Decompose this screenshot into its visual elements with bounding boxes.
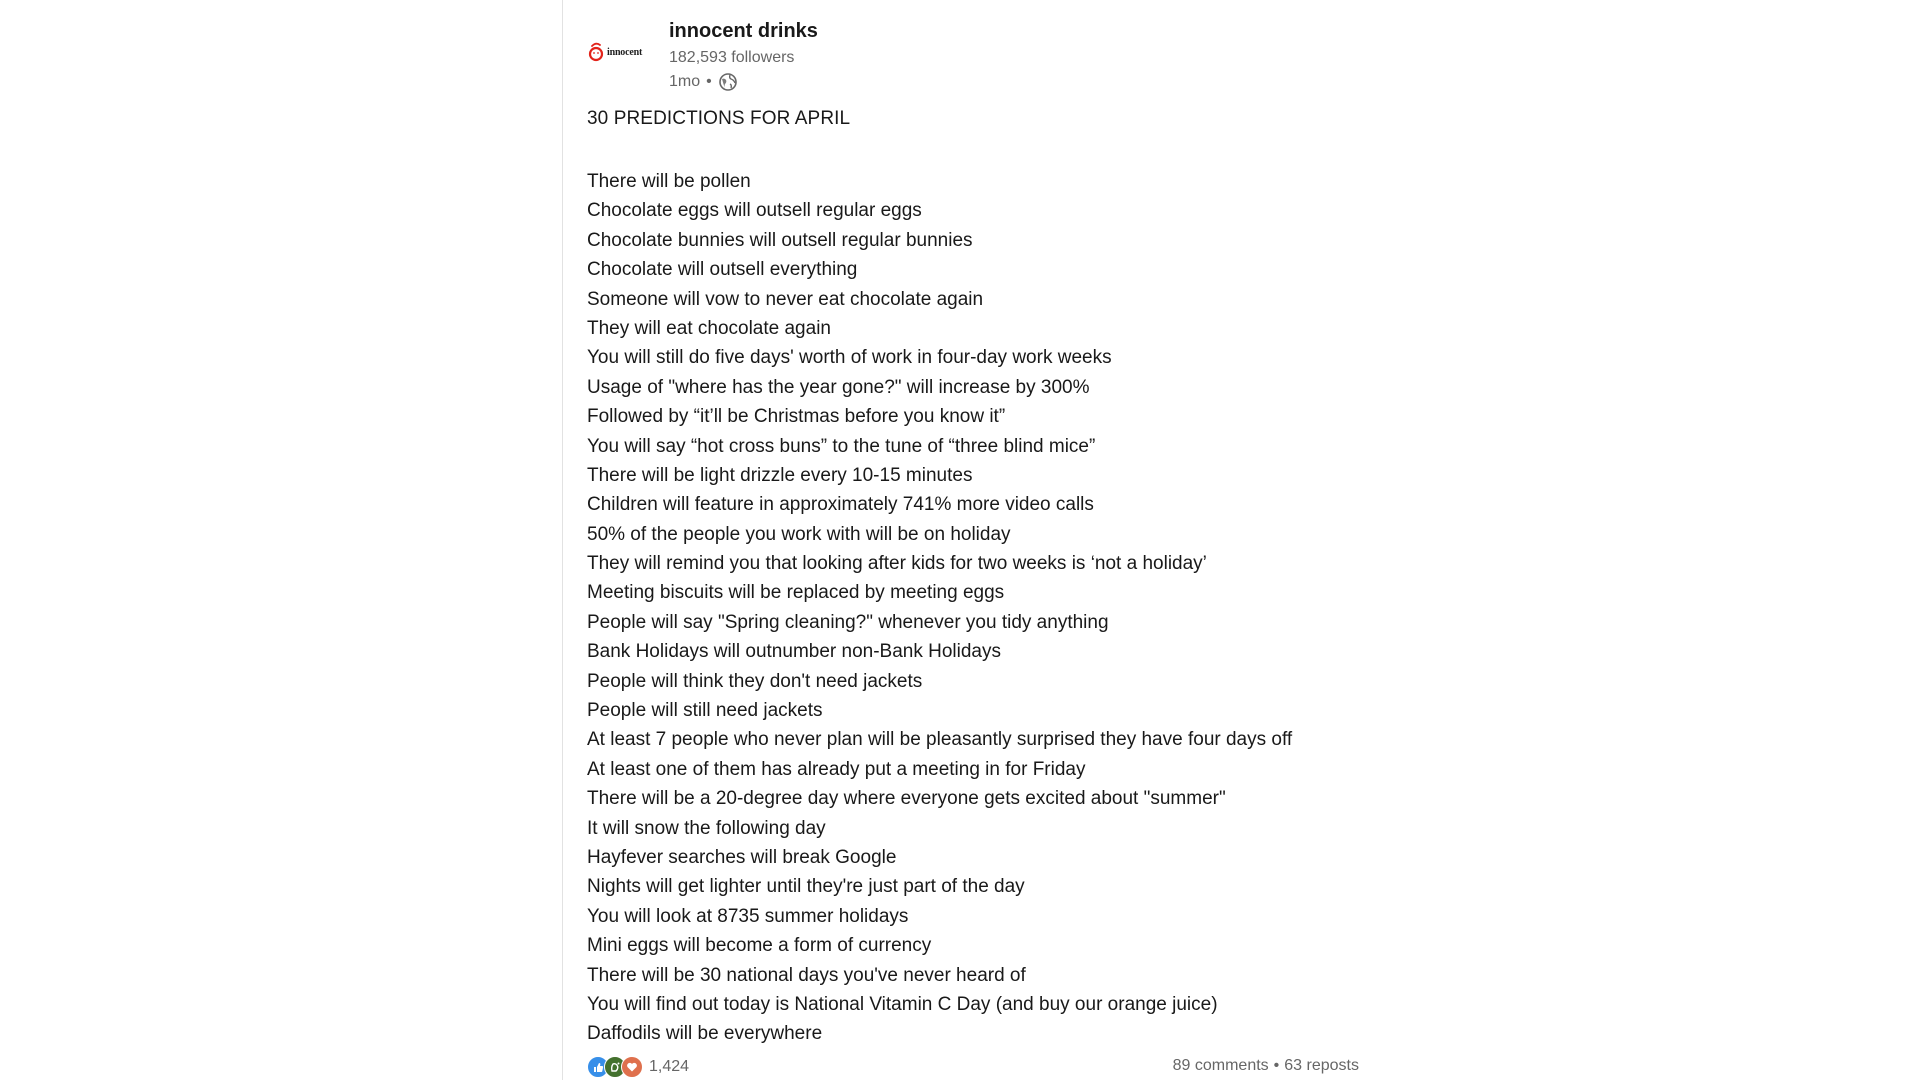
prediction-line: Children will feature in approximately 741% more video calls — [587, 494, 1094, 516]
predictions-list — [587, 167, 1292, 1049]
prediction-line: Followed by “it’ll be Christmas before you know it” — [587, 406, 1006, 428]
love-icon — [621, 1056, 643, 1078]
prediction-line: Usage of "where has the year gone?" will increase by 300% — [587, 376, 1090, 398]
globe-icon — [718, 72, 738, 92]
prediction-line: There will be a 20-degree day where everyone gets excited about "summer" — [587, 788, 1226, 810]
reaction-count: 1,424 — [649, 1058, 690, 1075]
feed-post — [563, 0, 1363, 1080]
social-counts — [587, 1055, 1359, 1079]
prediction-line: They will eat chocolate again — [587, 317, 831, 339]
prediction-line: Chocolate will outsell everything — [587, 259, 858, 281]
prediction-line: Hayfever searches will break Google — [587, 846, 897, 868]
reactions-summary[interactable] — [587, 1055, 689, 1079]
prediction-line: Meeting biscuits will be replaced by meeting eggs — [587, 582, 1005, 604]
prediction-line: There will be pollen — [587, 171, 751, 192]
engagement-stats — [1173, 1057, 1359, 1075]
prediction-line: Nights will get lighter until they're just part of the day — [587, 876, 1025, 898]
prediction-line: You will still do five days' worth of work in four-day work weeks — [587, 347, 1112, 369]
company-logo[interactable] — [587, 38, 649, 66]
meta-separator: • — [706, 73, 712, 90]
prediction-line: People will say "Spring cleaning?" whenever you tidy anything — [587, 611, 1109, 633]
prediction-line: Chocolate bunnies will outsell regular bunnies — [587, 229, 973, 251]
prediction-line: At least 7 people who never plan will be pleasantly surprised they have four days off — [587, 729, 1293, 751]
prediction-line: Mini eggs will become a form of currency — [587, 935, 932, 957]
prediction-line: People will still need jackets — [587, 700, 823, 722]
reposts-count[interactable]: 63 reposts — [1284, 1057, 1359, 1074]
follower-count: 182,593 followers — [669, 49, 795, 66]
prediction-line: You will look at 8735 summer holidays — [587, 905, 909, 927]
prediction-line: At least one of them has already put a meeting in for Friday — [587, 758, 1086, 780]
comments-count[interactable]: 89 comments — [1172, 1057, 1269, 1074]
prediction-line: There will be 30 national days you've never heard of — [587, 964, 1026, 986]
logo-wordmark: innocent — [607, 46, 643, 58]
prediction-line: Daffodils will be everywhere — [587, 1023, 823, 1045]
prediction-line: You will find out today is National Vitamin C Day (and buy our orange juice) — [587, 993, 1218, 1015]
prediction-line: Someone will vow to never eat chocolate again — [587, 288, 984, 310]
innocent-logo-icon — [587, 41, 605, 63]
prediction-line: Bank Holidays will outnumber non-Bank Holidays — [587, 641, 1001, 663]
prediction-line: There will be light drizzle every 10-15 minutes — [587, 464, 973, 486]
post-header — [587, 18, 1347, 96]
author-name[interactable]: innocent drinks — [669, 20, 818, 42]
prediction-line: They will remind you that looking after kids for two weeks is ‘not a holiday’ — [587, 553, 1207, 575]
prediction-line: It will snow the following day — [587, 817, 826, 839]
engagement-separator: • — [1273, 1057, 1280, 1074]
prediction-line: You will say “hot cross buns” to the tune of “three blind mice” — [587, 435, 1096, 457]
post-meta — [669, 72, 738, 92]
prediction-line: People will think they don't need jackets — [587, 670, 923, 692]
prediction-line: 50% of the people you work with will be on holiday — [587, 523, 1011, 545]
prediction-line: Chocolate eggs will outsell regular eggs — [587, 200, 922, 222]
post-title: 30 PREDICTIONS FOR APRIL — [587, 108, 851, 129]
post-age: 1mo — [669, 73, 701, 90]
